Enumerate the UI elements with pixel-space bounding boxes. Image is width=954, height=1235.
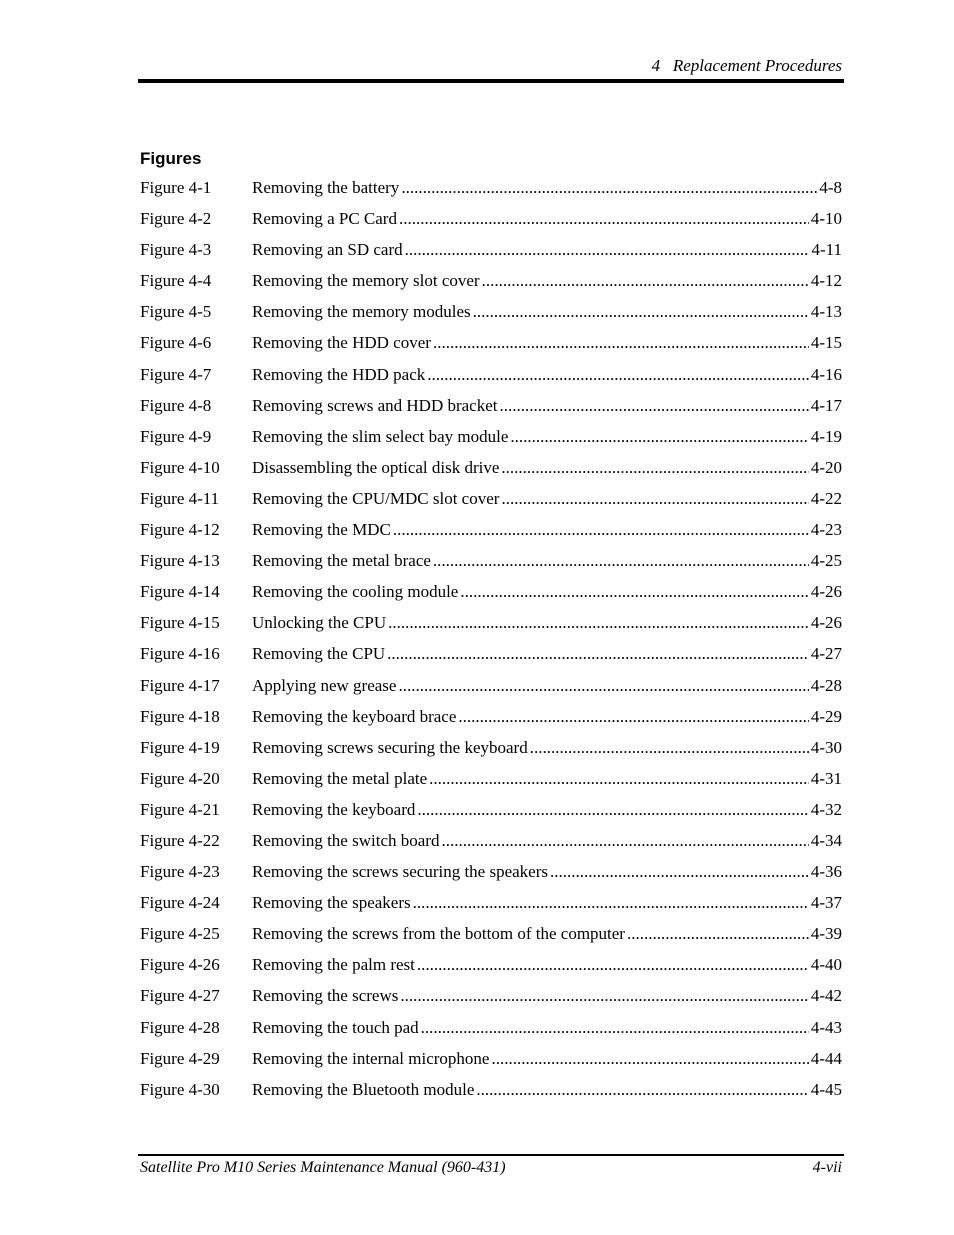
figure-page-number: 4-17	[810, 395, 842, 415]
figure-label: Figure 4-1	[140, 178, 212, 197]
header-rule	[138, 79, 844, 83]
figure-title: Removing the palm rest	[252, 955, 415, 975]
figure-label: Figure 4-30	[140, 1079, 220, 1099]
figure-title: Disassembling the optical disk drive	[252, 457, 500, 477]
figure-label: Figure 4-19	[140, 737, 220, 757]
figure-title: Removing screws securing the keyboard	[252, 737, 528, 757]
figure-title: Removing the metal plate	[252, 768, 428, 788]
dot-leader	[530, 738, 809, 758]
dot-leader	[433, 333, 809, 353]
figure-label: Figure 4-14	[140, 582, 220, 602]
dot-leader	[458, 707, 808, 727]
figures-list	[140, 178, 842, 1111]
figure-title: Removing the HDD pack	[252, 364, 426, 384]
figure-entry[interactable]	[140, 178, 842, 209]
figure-label: Figure 4-13	[140, 551, 220, 571]
figure-label: Figure 4-18	[140, 706, 220, 726]
figure-page-number: 4-27	[810, 644, 842, 664]
figure-entry[interactable]	[140, 489, 842, 520]
figure-label: Figure 4-8	[140, 395, 212, 415]
figure-title: Removing the screws from the bottom of the computer	[252, 924, 625, 944]
figure-title: Removing an SD card	[252, 240, 403, 260]
chapter-title: 4 Replacement Procedures	[651, 56, 842, 75]
figure-entry[interactable]	[140, 1080, 842, 1111]
figure-page-number: 4-22	[810, 488, 842, 508]
figure-title: Removing the screws	[252, 986, 399, 1006]
figure-title: Removing the MDC	[252, 520, 391, 540]
figure-label: Figure 4-27	[140, 986, 220, 1006]
figure-label: Figure 4-11	[140, 488, 220, 508]
dot-leader	[627, 924, 809, 944]
figure-page-number: 4-34	[810, 830, 842, 850]
figure-title: Unlocking the CPU	[252, 613, 387, 633]
dot-leader	[460, 582, 808, 602]
figure-entry[interactable]	[140, 582, 842, 613]
figure-label: Figure 4-28	[140, 1017, 220, 1037]
figure-entry[interactable]	[140, 1018, 842, 1049]
figure-entry[interactable]	[140, 209, 842, 240]
figure-entry[interactable]	[140, 427, 842, 458]
figure-entry[interactable]	[140, 676, 842, 707]
figure-title: Removing the battery	[252, 178, 400, 197]
figure-page-number: 4-36	[810, 862, 842, 882]
figure-title: Removing the CPU	[252, 644, 386, 664]
figure-title: Removing the keyboard	[252, 799, 416, 819]
figure-entry[interactable]	[140, 831, 842, 862]
figure-title: Removing the Bluetooth module	[252, 1079, 475, 1099]
figure-page-number: 4-28	[810, 675, 842, 695]
figure-entry[interactable]	[140, 613, 842, 644]
figure-title: Removing the CPU/MDC slot cover	[252, 488, 500, 508]
figure-label: Figure 4-12	[140, 520, 220, 540]
figure-title: Removing the switch board	[252, 830, 440, 850]
dot-leader	[393, 520, 809, 540]
figure-title: Removing the speakers	[252, 893, 411, 913]
figure-page-number: 4-42	[810, 986, 842, 1006]
figure-title: Removing the metal brace	[252, 551, 431, 571]
figure-page-number: 4-12	[810, 271, 842, 291]
figure-label: Figure 4-26	[140, 955, 220, 975]
dot-leader	[398, 676, 808, 696]
figure-entry[interactable]	[140, 458, 842, 489]
dot-leader	[388, 613, 809, 633]
figure-entry[interactable]	[140, 769, 842, 800]
figure-title: Applying new grease	[252, 675, 397, 695]
figure-page-number: 4-13	[810, 302, 842, 322]
figure-page-number: 4-37	[810, 893, 842, 913]
figure-entry[interactable]	[140, 955, 842, 986]
figure-entry[interactable]	[140, 893, 842, 924]
figure-page-number: 4-19	[810, 426, 842, 446]
figures-heading: Figures	[140, 149, 202, 168]
figure-page-number: 4-8	[819, 178, 842, 197]
dot-leader	[413, 893, 809, 913]
figure-title: Removing the HDD cover	[252, 333, 431, 353]
dot-leader	[476, 1080, 808, 1100]
figure-label: Figure 4-7	[140, 364, 212, 384]
figure-page-number: 4-30	[810, 737, 842, 757]
figure-page-number: 4-44	[810, 1048, 842, 1068]
figure-page-number: 4-10	[810, 209, 842, 229]
figure-label: Figure 4-22	[140, 830, 220, 850]
figure-page-number: 4-40	[810, 955, 842, 975]
figure-entry[interactable]	[140, 240, 842, 271]
figure-entry[interactable]	[140, 333, 842, 364]
dot-leader	[482, 271, 809, 291]
dot-leader	[417, 955, 809, 975]
figure-page-number: 4-25	[810, 551, 842, 571]
figure-page-number: 4-29	[810, 706, 842, 726]
dot-leader	[510, 427, 808, 447]
figure-page-number: 4-39	[810, 924, 842, 944]
figure-entry[interactable]	[140, 707, 842, 738]
figure-entry[interactable]	[140, 396, 842, 427]
dot-leader	[417, 800, 808, 820]
dot-leader	[501, 489, 808, 509]
figure-entry[interactable]	[140, 271, 842, 302]
figure-label: Figure 4-29	[140, 1048, 220, 1068]
figure-page-number: 4-15	[810, 333, 842, 353]
figure-page-number: 4-26	[810, 613, 842, 633]
figure-label: Figure 4-3	[140, 240, 212, 260]
dot-leader	[500, 396, 809, 416]
figure-page-number: 4-31	[810, 768, 842, 788]
figure-page-number: 4-23	[810, 520, 842, 540]
dot-leader	[400, 986, 808, 1006]
figure-page-number: 4-11	[811, 240, 842, 260]
figure-page-number: 4-20	[810, 457, 842, 477]
manual-title: Satellite Pro M10 Series Maintenance Manual (960-431)	[140, 1159, 506, 1176]
figure-title: Removing the memory modules	[252, 302, 471, 322]
figure-title: Removing a PC Card	[252, 209, 397, 229]
figure-label: Figure 4-9	[140, 426, 212, 446]
figure-title: Removing screws and HDD bracket	[252, 395, 498, 415]
dot-leader	[427, 365, 809, 385]
dot-leader	[399, 209, 809, 229]
figure-title: Removing the keyboard brace	[252, 706, 457, 726]
footer-rule	[138, 1154, 844, 1156]
figure-entry[interactable]	[140, 365, 842, 396]
dot-leader	[401, 178, 817, 198]
figure-entry[interactable]	[140, 862, 842, 893]
dot-leader	[473, 302, 809, 322]
figure-entry[interactable]	[140, 520, 842, 551]
figure-label: Figure 4-5	[140, 302, 212, 322]
figure-title: Removing the touch pad	[252, 1017, 419, 1037]
dot-leader	[550, 862, 809, 882]
figure-label: Figure 4-23	[140, 862, 220, 882]
figure-page-number: 4-43	[810, 1017, 842, 1037]
figure-page-number: 4-16	[810, 364, 842, 384]
dot-leader	[405, 240, 810, 260]
figure-page-number: 4-26	[810, 582, 842, 602]
figure-label: Figure 4-16	[140, 644, 220, 664]
dot-leader	[387, 644, 809, 664]
figure-title: Removing the internal microphone	[252, 1048, 490, 1068]
figure-label: Figure 4-2	[140, 209, 212, 229]
dot-leader	[429, 769, 809, 789]
figure-title: Removing the slim select bay module	[252, 426, 509, 446]
figure-label: Figure 4-4	[140, 271, 212, 291]
figure-title: Removing the screws securing the speakers	[252, 862, 548, 882]
figure-entry[interactable]	[140, 1049, 842, 1080]
page-number: 4-vii	[812, 1159, 842, 1176]
dot-leader	[441, 831, 808, 851]
figure-page-number: 4-45	[810, 1079, 842, 1099]
figure-label: Figure 4-25	[140, 924, 220, 944]
figure-entry[interactable]	[140, 302, 842, 333]
figure-label: Figure 4-10	[140, 457, 220, 477]
dot-leader	[421, 1018, 809, 1038]
figure-label: Figure 4-20	[140, 768, 220, 788]
figure-title: Removing the memory slot cover	[252, 271, 480, 291]
figure-label: Figure 4-6	[140, 333, 212, 353]
figure-entry[interactable]	[140, 986, 842, 1017]
dot-leader	[491, 1049, 808, 1069]
figure-entry[interactable]	[140, 800, 842, 831]
figure-entry[interactable]	[140, 924, 842, 955]
figure-title: Removing the cooling module	[252, 582, 459, 602]
figure-label: Figure 4-17	[140, 675, 220, 695]
dot-leader	[433, 551, 809, 571]
figure-entry[interactable]	[140, 644, 842, 675]
figure-label: Figure 4-24	[140, 893, 220, 913]
figure-entry[interactable]	[140, 551, 842, 582]
figure-page-number: 4-32	[810, 799, 842, 819]
dot-leader	[501, 458, 808, 478]
figure-label: Figure 4-21	[140, 799, 220, 819]
figure-entry[interactable]	[140, 738, 842, 769]
figure-label: Figure 4-15	[140, 613, 220, 633]
